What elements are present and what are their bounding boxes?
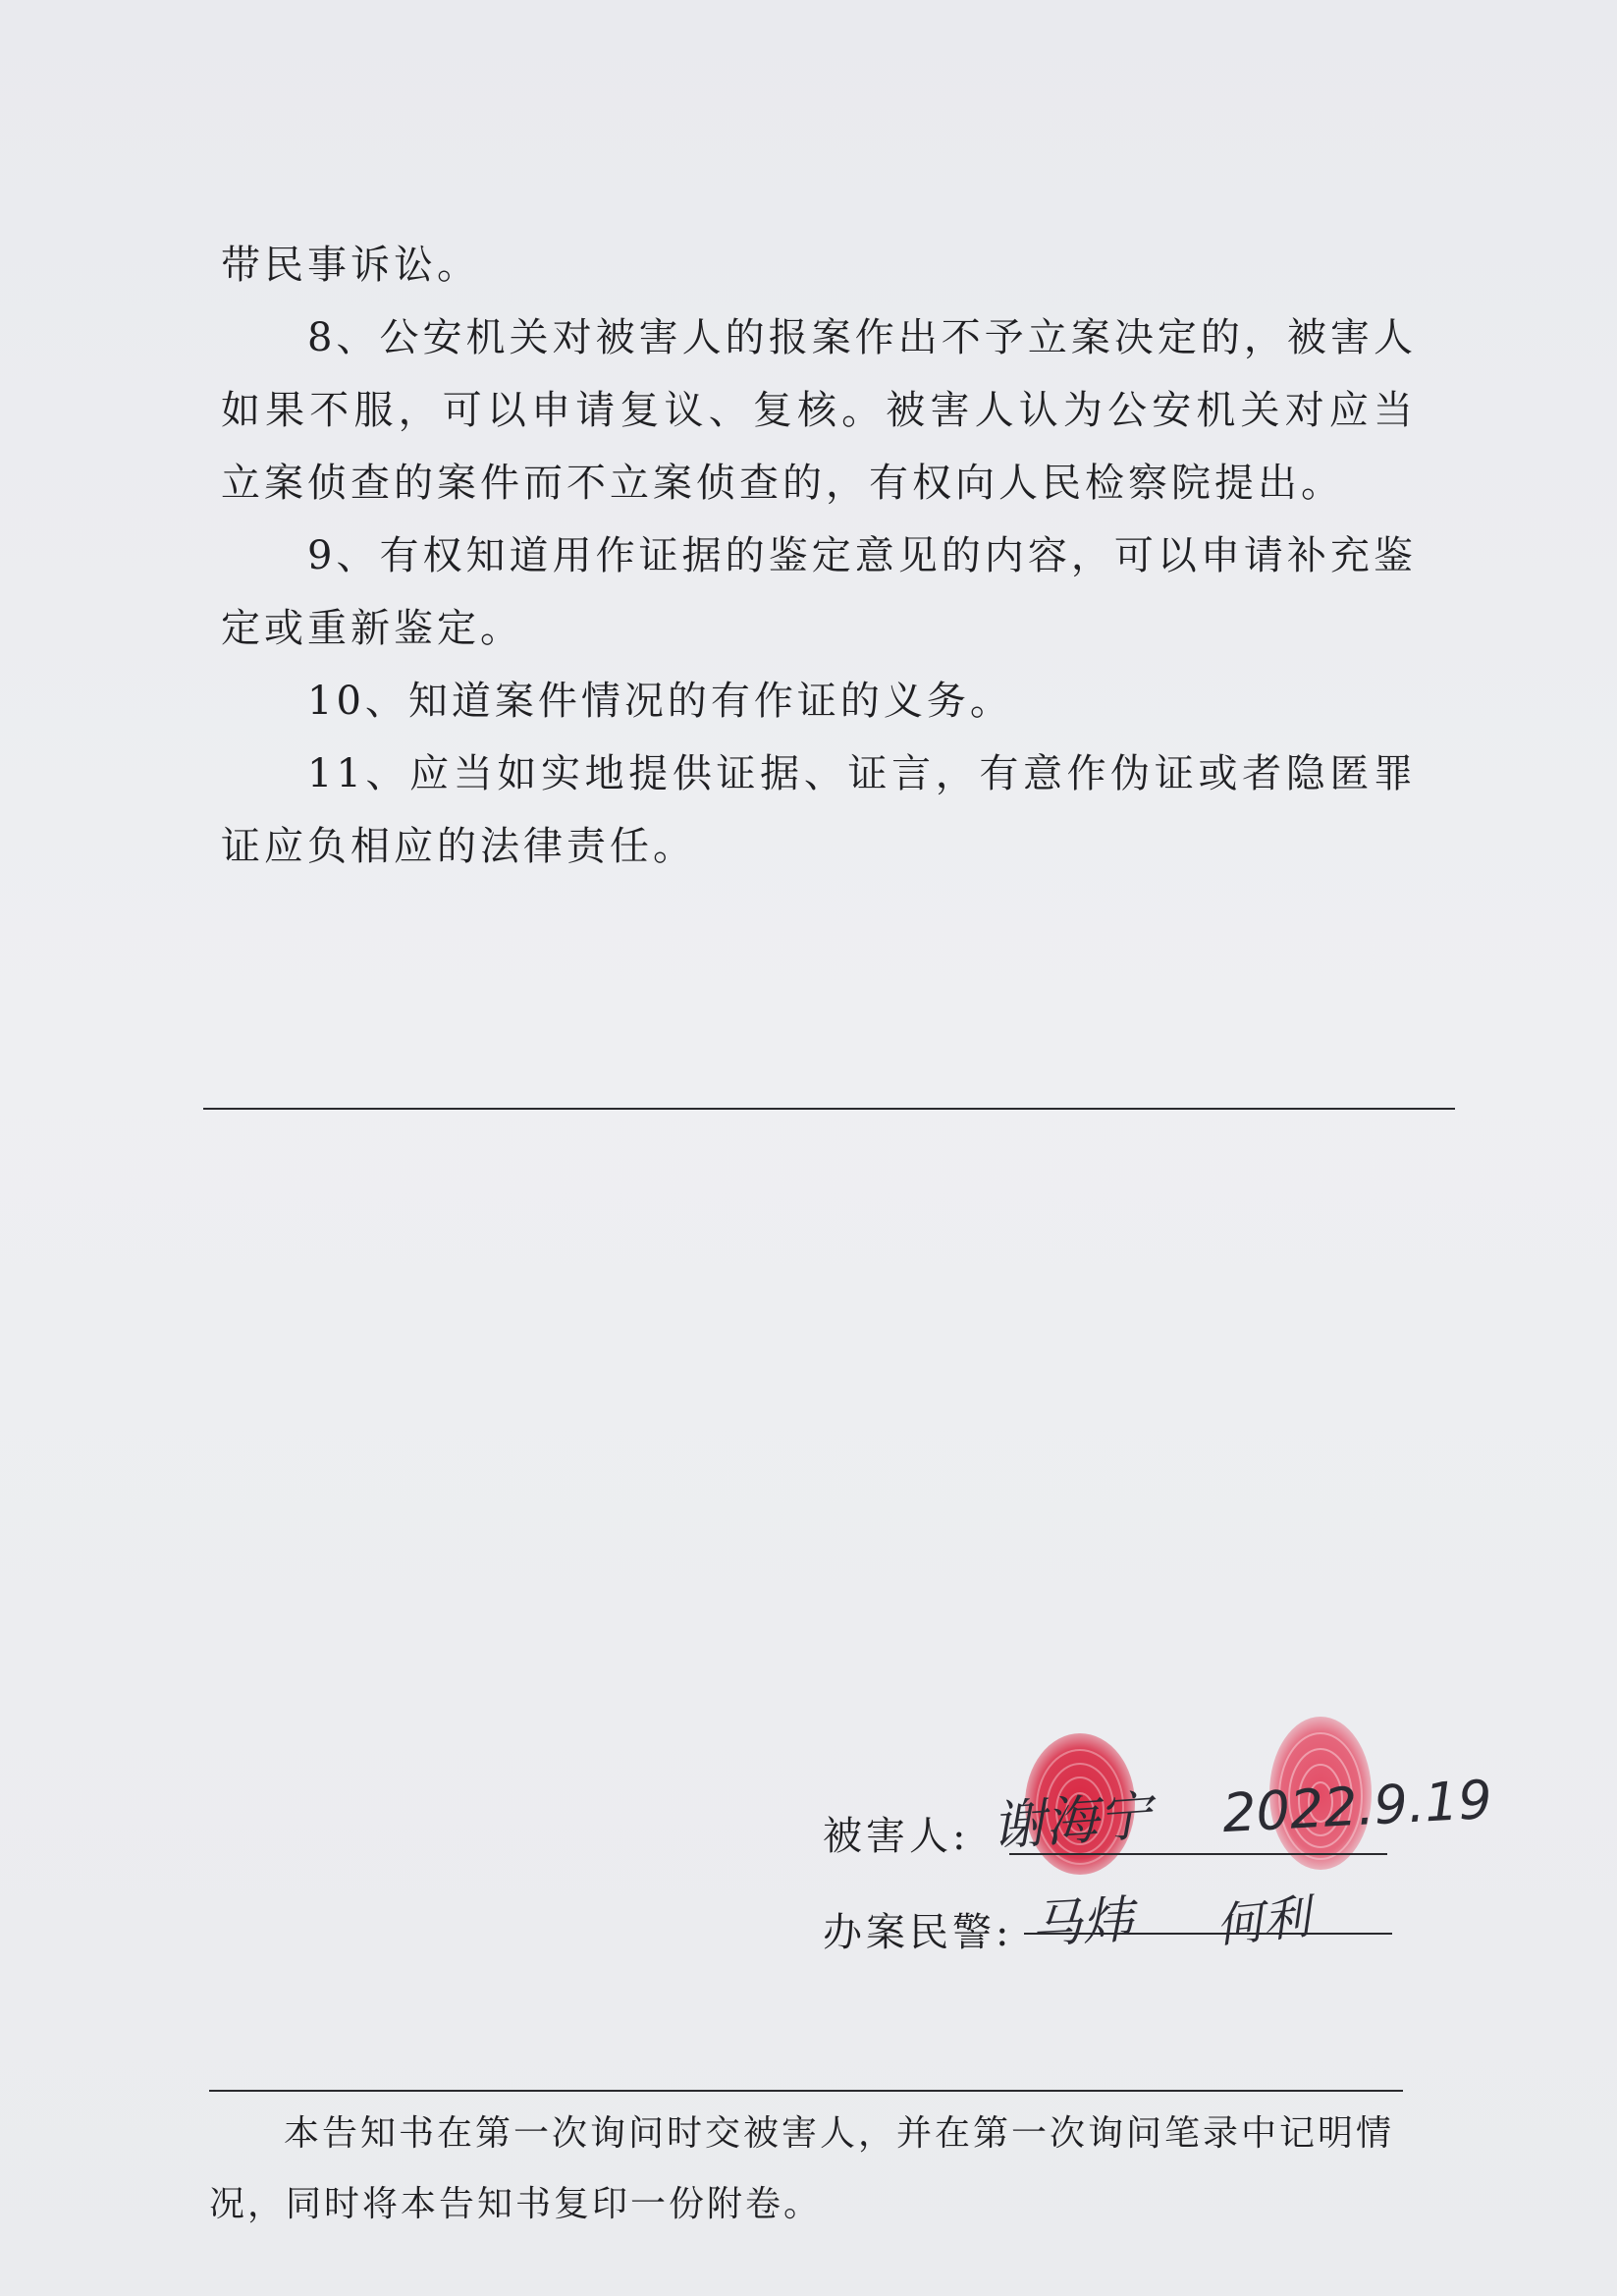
victim-label: 被害人: xyxy=(823,1814,970,1859)
footer-divider xyxy=(209,2090,1403,2092)
victim-signature-date: 2022.9.19 xyxy=(1220,1768,1494,1845)
paragraph-continuation: 带民事诉讼。 xyxy=(221,243,480,288)
paragraph-item-11: 11、应当如实地提供证据、证言，有意作伪证或者隐匿罪 证应负相应的法律责任。 xyxy=(221,751,1417,869)
footer-note: 本告知书在第一次询问时交被害人，并在第一次询问笔录中记明情况，同时将本告知书复印一份附卷。 xyxy=(209,2113,1395,2224)
officer-signature-2: 何利 xyxy=(1213,1889,1314,1954)
officer-label: 办案民警: xyxy=(823,1910,1013,1955)
victim-signature: 谢海宁 xyxy=(990,1784,1154,1858)
paragraph-item-9: 9、有权知道用作证据的鉴定意见的内容，可以申请补充鉴定或重新鉴定。 xyxy=(221,533,1417,651)
paragraph-item-8: 8、公安机关对被害人的报案作出不予立案决定的，被害人如果不服，可以申请复议、复核。被害人认为公安机关对应当 立案侦查的案件而不立案侦查的，有权向人民检察院提出。 xyxy=(221,315,1417,506)
section-divider xyxy=(203,1108,1455,1110)
officer-signature-1: 马炜 xyxy=(1029,1890,1135,1955)
paragraph-item-10: 10、知道案件情况的有作证的义务。 xyxy=(307,679,1013,724)
